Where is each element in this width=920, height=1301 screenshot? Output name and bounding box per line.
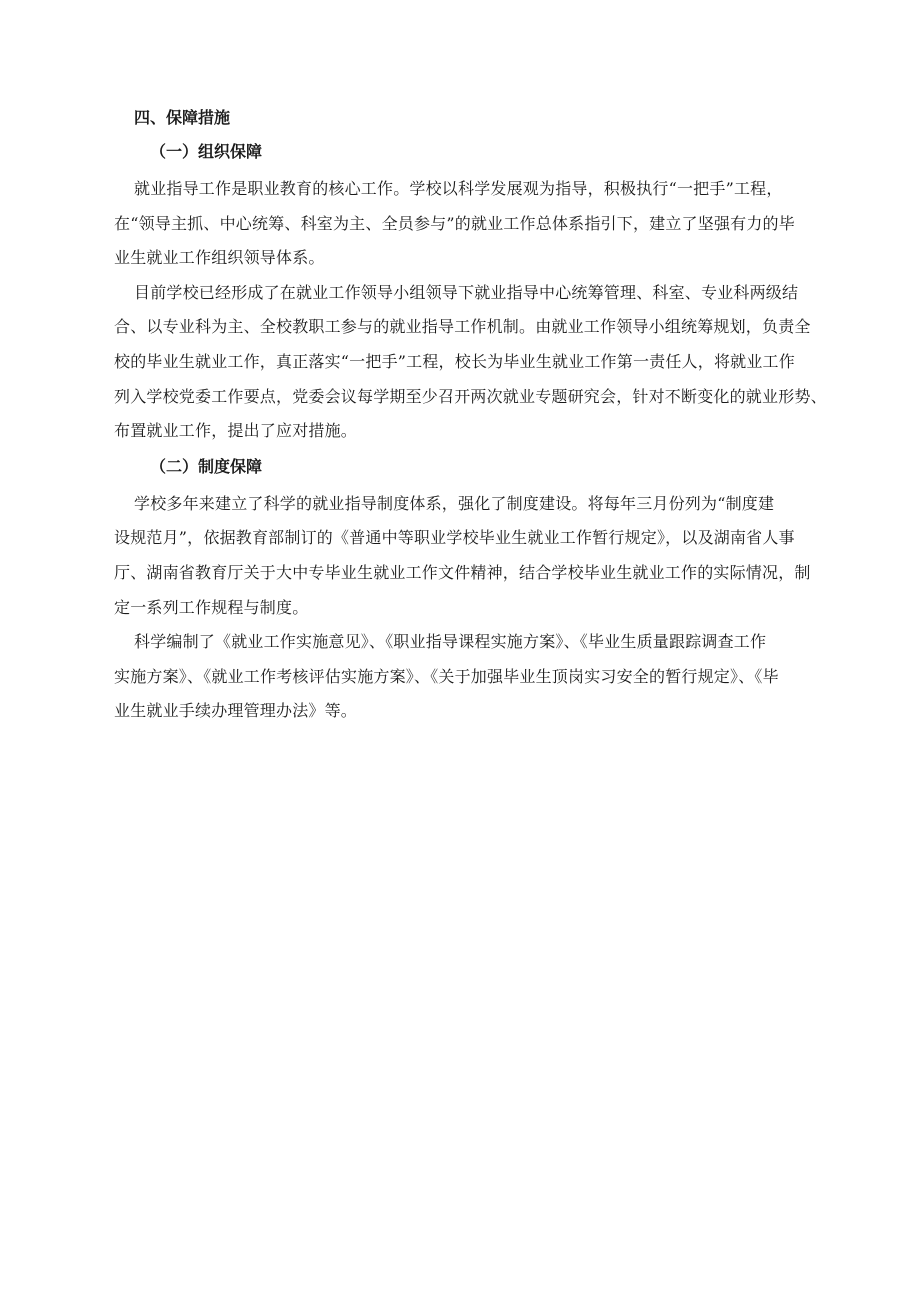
- paragraph-line: 就业指导工作是职业教育的核心工作。学校以科学发展观为指导，积极执行“一把手”工程，: [134, 179, 783, 198]
- document-body: [114, 104, 830, 729]
- section-heading: 四、保障措施: [134, 108, 231, 127]
- paragraph-line: 实施方案》、《就业工作考核评估实施方案》、《关于加强毕业生顶岗实习安全的暂行规定》、《毕: [114, 666, 779, 686]
- paragraph-line: 业生就业手续办理管理办法》等。: [114, 701, 358, 721]
- paragraph-line: 科学编制了《就业工作实施意见》、《职业指导课程实施方案》、《毕业生质量跟踪调查工作: [134, 632, 767, 652]
- paragraph: [114, 172, 830, 276]
- paragraph-line: 业生就业工作组织领导体系。: [114, 248, 325, 268]
- subsection-heading-system: （二）制度保障: [150, 456, 263, 476]
- paragraph-line: 在“领导主抓、中心统筹、科室为主、全员参与”的就业工作总体系指引下，建立了坚强有力的毕: [114, 213, 795, 233]
- subsection-heading-organization: （一）组织保障: [150, 142, 263, 161]
- paragraph: [114, 276, 830, 449]
- paragraph-line: 校的毕业生就业工作，真正落实“一把手”工程，校长为毕业生就业工作第一责任人，将就业工作: [114, 351, 795, 371]
- paragraph-line: 布置就业工作，提出了应对措施。: [114, 421, 358, 441]
- paragraph-line: 列入学校党委工作要点，党委会议每学期至少召开两次就业专题研究会，针对不断变化的就业形势、: [114, 386, 827, 406]
- paragraph-line: 学校多年来建立了科学的就业指导制度体系，强化了制度建设。将每年三月份列为“制度建: [134, 493, 775, 513]
- paragraph: [114, 625, 830, 729]
- paragraph-line: 厅、湖南省教育厅关于大中专毕业生就业工作文件精神，结合学校毕业生就业工作的实际情况，制: [114, 562, 811, 582]
- paragraph-line: 设规范月”，依据教育部制订的《普通中等职业学校毕业生就业工作暂行规定》，以及湖南省人事: [114, 528, 795, 548]
- paragraph-line: 合、以专业科为主、全校教职工参与的就业指导工作机制。由就业工作领导小组统筹规划，负责全: [114, 317, 811, 337]
- paragraph: [114, 487, 830, 625]
- paragraph-line: 定一系列工作规程与制度。: [114, 597, 309, 617]
- paragraph-line: 目前学校已经形成了在就业工作领导小组领导下就业指导中心统筹管理、科室、专业科两级结: [134, 282, 799, 302]
